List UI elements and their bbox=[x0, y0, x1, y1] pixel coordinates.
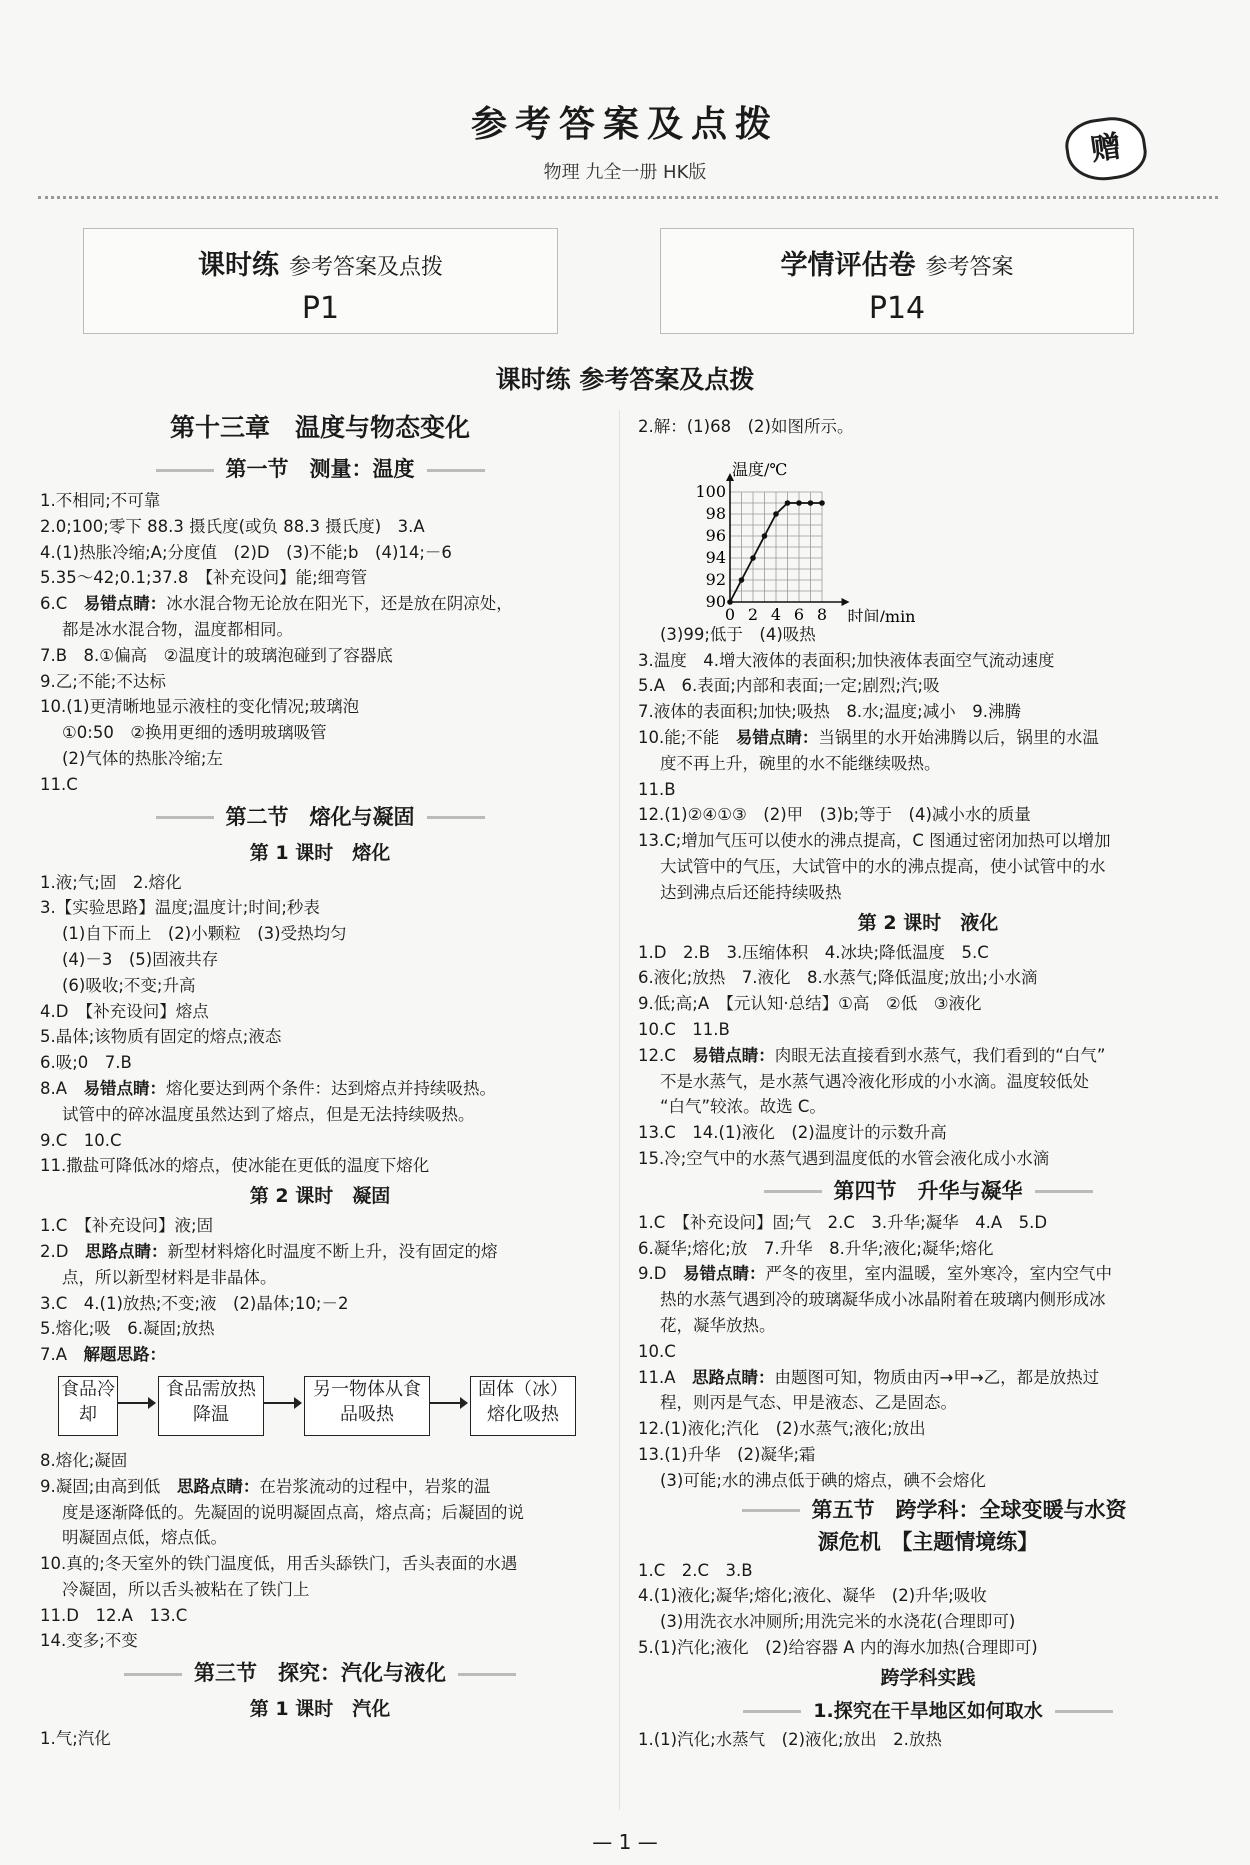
flow-diagram bbox=[40, 1368, 600, 1448]
section-heading: 第二节 熔化与凝固 bbox=[40, 798, 600, 836]
x-tick-label: 6 bbox=[793, 604, 805, 622]
answer-line: 9.C 10.C bbox=[40, 1130, 122, 1150]
answer-line: 14.变多;不变 bbox=[40, 1631, 138, 1651]
answer-line: 5.熔化;吸 6.凝固;放热 bbox=[40, 1319, 215, 1339]
index-box-desc: 参考答案及点拨 bbox=[288, 255, 443, 280]
answer-line: 1.C 【补充设问】固;气 2.C 3.升华;凝华 4.A 5.D bbox=[638, 1212, 1048, 1232]
answer-line: 9.低;高;A 【元认知·总结】①高 ②低 ③液化 bbox=[638, 994, 982, 1014]
answer-line: 都是冰水混合物，温度都相同。 bbox=[62, 619, 293, 639]
answer-line: 9.凝固;由高到低 思路点睛：在岩浆流动的过程中，岩浆的温 bbox=[40, 1476, 491, 1496]
answer-line: 7.B 8.①偏高 ②温度计的玻璃泡碰到了容器底 bbox=[40, 645, 393, 665]
answer-line: 11.撒盐可降低冰的熔点，使冰能在更低的温度下熔化 bbox=[40, 1156, 430, 1176]
answer-line: “白气”较浓。故选 C。 bbox=[660, 1097, 826, 1117]
answer-line: 6.C 易错点睛：冰水混合物无论放在阳光下，还是放在阴凉处， bbox=[40, 594, 513, 614]
answer-line: 3.温度 4.增大液体的表面积;加快液体表面空气流动速度 bbox=[638, 650, 1055, 670]
answer-line: 花，凝华放热。 bbox=[660, 1315, 776, 1335]
answer-line: 5.35～42;0.1;37.8 【补充设问】能;细弯管 bbox=[40, 568, 368, 588]
answer-line: 度不再上升，碗里的水不能继续吸热。 bbox=[660, 753, 941, 773]
answer-line: 13.C;增加气压可以使水的沸点提高，C 图通过密闭加热可以增加 bbox=[638, 831, 1111, 851]
answer-line: 1.不相同;不可靠 bbox=[40, 491, 161, 510]
answer-line: 度是逐渐降低的。先凝固的说明凝固点高，熔点高；后凝固的说 bbox=[62, 1502, 524, 1522]
answer-line: 11.A 思路点睛：由题图可知，物质由丙→甲→乙，都是放热过 bbox=[638, 1367, 1100, 1387]
tip-label: 易错点睛： bbox=[83, 1078, 167, 1098]
answer-line: 7.A 解题思路： bbox=[40, 1345, 167, 1365]
x-axis-label: 时间/min bbox=[847, 606, 916, 622]
x-axis-arrow bbox=[842, 598, 850, 606]
answer-line: 2.解：(1)68 (2)如图所示。 bbox=[638, 417, 854, 436]
answer-line: (2)气体的热胀冷缩;左 bbox=[62, 748, 223, 768]
x-tick-label: 8 bbox=[816, 604, 828, 622]
answer-line: 2.0;100;零下 88.3 摄氏度(或负 88.3 摄氏度) 3.A bbox=[40, 516, 425, 536]
section-heading-cont: 源危机 【主题情境练】 bbox=[817, 1529, 1039, 1554]
chapter-heading: 第十三章 温度与物态变化 bbox=[169, 413, 470, 442]
x-tick-label: 0 bbox=[724, 604, 736, 622]
section-heading: 第五节 跨学科：全球变暖与水资 bbox=[638, 1494, 1218, 1526]
data-point bbox=[808, 500, 814, 506]
right-column bbox=[638, 414, 1218, 1752]
gift-badge: 赠 bbox=[1062, 113, 1150, 186]
answer-line: 3.【实验思路】温度;温度计;时间;秒表 bbox=[40, 898, 320, 918]
answer-line: 6.凝华;熔化;放 7.升华 8.升华;液化;凝华;熔化 bbox=[638, 1238, 994, 1258]
answer-line: 11.D 12.A 13.C bbox=[40, 1605, 188, 1625]
lesson-heading: 第 2 课时 凝固 bbox=[249, 1185, 391, 1208]
answer-line: 冷凝固，所以舌头被粘在了铁门上 bbox=[62, 1579, 310, 1599]
data-point bbox=[750, 555, 756, 561]
answer-line: (4)－3 (5)固液共存 bbox=[62, 949, 219, 969]
answer-line: 13.C 14.(1)液化 (2)温度计的示数升高 bbox=[638, 1123, 947, 1143]
tip-label: 解题思路： bbox=[83, 1345, 167, 1365]
lesson-heading: 第 1 课时 汽化 bbox=[249, 1698, 391, 1721]
answer-line: 试管中的碎冰温度虽然达到了熔点，但是无法持续吸热。 bbox=[62, 1104, 475, 1124]
tip-label: 易错点睛： bbox=[735, 727, 819, 747]
y-tick-label: 94 bbox=[705, 547, 726, 567]
data-point bbox=[739, 577, 745, 583]
x-tick-label: 4 bbox=[770, 604, 782, 622]
header-divider bbox=[38, 196, 1218, 199]
answer-line: 10.(1)更清晰地显示液柱的变化情况;玻璃泡 bbox=[40, 697, 360, 717]
answer-line: 2.D 思路点睛：新型材料熔化时温度不断上升，没有固定的熔 bbox=[40, 1241, 498, 1261]
y-axis-label: 温度/℃ bbox=[732, 459, 788, 479]
flow-step: 固体（冰）熔化吸热 bbox=[470, 1376, 576, 1436]
section-heading: 第一节 测量：温度 bbox=[40, 450, 600, 488]
tip-label: 思路点睛： bbox=[84, 1241, 168, 1261]
flow-arrow bbox=[430, 1402, 466, 1404]
answer-line: 6.吸;0 7.B bbox=[40, 1053, 132, 1073]
index-box-lesson bbox=[83, 228, 558, 334]
flow-step: 食品冷却 bbox=[58, 1376, 118, 1436]
page-header-subtitle: 物理 九全一册 HK版 bbox=[543, 162, 707, 183]
answer-line: 12.C 易错点睛：肉眼无法直接看到水蒸气，我们看到的“白气” bbox=[638, 1045, 1106, 1065]
flow-arrow bbox=[264, 1402, 300, 1404]
answer-line: 10.真的;冬天室外的铁门温度低，用舌头舔铁门，舌头表面的水遇 bbox=[40, 1554, 518, 1574]
data-point bbox=[785, 500, 791, 506]
lesson-heading: 第 1 课时 熔化 bbox=[249, 841, 391, 864]
answer-line: 9.乙;不能;不达标 bbox=[40, 671, 166, 691]
answer-line: (3)用洗衣水冲厕所;用洗完米的水浇花(合理即可) bbox=[660, 1612, 1016, 1632]
answer-line: 1.气;汽化 bbox=[40, 1729, 111, 1749]
answer-line: 1.(1)汽化;水蒸气 (2)液化;放出 2.放热 bbox=[638, 1729, 942, 1749]
flow-arrow bbox=[118, 1402, 154, 1404]
answer-line: 明凝固点低，熔点低。 bbox=[62, 1528, 227, 1548]
answer-line: 点，所以新型材料是非晶体。 bbox=[62, 1267, 277, 1287]
answer-line: 达到沸点后还能持续吸热 bbox=[660, 882, 842, 902]
column-divider bbox=[619, 410, 620, 1810]
index-box-desc: 参考答案 bbox=[925, 255, 1014, 280]
left-column bbox=[40, 406, 600, 1752]
tip-label: 思路点睛： bbox=[692, 1367, 775, 1387]
answer-line: 10.能;不能 易错点睛：当锅里的水开始沸腾以后，锅里的水温 bbox=[638, 727, 1099, 747]
answer-line: 8.熔化;凝固 bbox=[40, 1450, 128, 1470]
answer-line: 4.(1)热胀冷缩;A;分度值 (2)D (3)不能;b (4)14;－6 bbox=[40, 542, 452, 562]
y-tick-label: 96 bbox=[705, 525, 726, 545]
answer-line: 4.D 【补充设问】熔点 bbox=[40, 1001, 209, 1021]
x-tick-label: 2 bbox=[747, 604, 759, 622]
flow-step: 食品需放热降温 bbox=[158, 1376, 264, 1436]
answer-line: 6.液化;放热 7.液化 8.水蒸气;降低温度;放出;小水滴 bbox=[638, 968, 1038, 988]
flow-step: 另一物体从食品吸热 bbox=[304, 1376, 430, 1436]
answer-line: 11.B bbox=[638, 779, 676, 799]
temperature-chart bbox=[638, 440, 1218, 622]
section-title: 课时练 参考答案及点拨 bbox=[495, 365, 755, 394]
answer-line: 大试管中的气压，大试管中的水的沸点提高，使小试管中的水 bbox=[660, 856, 1106, 876]
answer-line: 1.C 【补充设问】液;固 bbox=[40, 1216, 214, 1236]
answer-line: 7.液体的表面积;加快;吸热 8.水;温度;减小 9.沸腾 bbox=[638, 702, 1021, 722]
y-tick-label: 90 bbox=[705, 591, 726, 611]
section-heading: 第四节 升华与凝华 bbox=[638, 1172, 1218, 1210]
index-box-exam bbox=[660, 228, 1134, 334]
data-point bbox=[773, 511, 779, 517]
page-header-title: 参考答案及点拨 bbox=[470, 104, 779, 145]
tip-label: 易错点睛： bbox=[83, 594, 167, 614]
index-box-title: 课时练 bbox=[197, 250, 279, 281]
tip-label: 易错点睛： bbox=[682, 1264, 766, 1284]
answer-line: 3.C 4.(1)放热;不变;液 (2)晶体;10;－2 bbox=[40, 1293, 349, 1313]
section-heading: 第三节 探究：汽化与液化 bbox=[40, 1654, 600, 1692]
data-point bbox=[762, 533, 768, 539]
answer-line: 10.C 11.B bbox=[638, 1019, 730, 1039]
page-number: — 1 — bbox=[592, 1830, 658, 1854]
answer-line: 9.D 易错点睛：严冬的夜里，室内温暖，室外寒冷，室内空气中 bbox=[638, 1264, 1112, 1284]
answer-line: 1.D 2.B 3.压缩体积 4.冰块;降低温度 5.C bbox=[638, 942, 989, 962]
y-tick-label: 98 bbox=[705, 503, 726, 523]
lesson-heading: 第 2 课时 液化 bbox=[857, 911, 999, 934]
answer-line: 程，则丙是气态、甲是液态、乙是固态。 bbox=[660, 1393, 957, 1413]
data-point bbox=[796, 500, 802, 506]
answer-line: 5.A 6.表面;内部和表面;一定;剧烈;汽;吸 bbox=[638, 676, 940, 696]
answer-line: 1.液;气;固 2.熔化 bbox=[40, 872, 182, 892]
answer-line: (3)99;低于 (4)吸热 bbox=[660, 624, 816, 644]
temperature-chart-svg bbox=[638, 440, 938, 622]
index-box-title: 学情评估卷 bbox=[780, 250, 916, 281]
practice-heading: 跨学科实践 bbox=[880, 1666, 976, 1689]
answer-line: 热的水蒸气遇到冷的玻璃凝华成小冰晶附着在玻璃内侧形成冰 bbox=[660, 1290, 1106, 1310]
answer-line: 13.(1)升华 (2)凝华;霜 bbox=[638, 1444, 816, 1464]
tip-label: 易错点睛： bbox=[692, 1045, 775, 1065]
answer-line: 12.(1)液化;汽化 (2)水蒸气;液化;放出 bbox=[638, 1419, 926, 1439]
answer-line: 不是水蒸气，是水蒸气遇冷液化形成的小水滴。温度较低处 bbox=[660, 1071, 1089, 1091]
answer-line: 5.晶体;该物质有固定的熔点;液态 bbox=[40, 1027, 282, 1047]
index-box-page: P14 bbox=[868, 291, 926, 326]
answer-line: 5.(1)汽化;液化 (2)给容器 A 内的海水加热(合理即可) bbox=[638, 1637, 1038, 1657]
tip-label: 思路点睛： bbox=[176, 1476, 260, 1496]
data-point bbox=[819, 500, 825, 506]
answer-line: (6)吸收;不变;升高 bbox=[62, 975, 196, 995]
answer-line: 15.冷;空气中的水蒸气遇到温度低的水管会液化成小水滴 bbox=[638, 1148, 1050, 1168]
index-box-page: P1 bbox=[301, 291, 340, 326]
answer-line: 1.C 2.C 3.B bbox=[638, 1560, 753, 1580]
answer-line: (1)自下而上 (2)小颗粒 (3)受热均匀 bbox=[62, 924, 347, 944]
y-tick-label: 92 bbox=[705, 569, 726, 589]
data-point bbox=[727, 599, 733, 605]
answer-line: 10.C bbox=[638, 1341, 676, 1361]
answer-line: 12.(1)②④①③ (2)甲 (3)b;等于 (4)减小水的质量 bbox=[638, 805, 1031, 825]
answer-line: ①0:50 ②换用更细的透明玻璃吸管 bbox=[62, 723, 327, 743]
answer-line: 4.(1)液化;凝华;熔化;液化、凝华 (2)升华;吸收 bbox=[638, 1586, 987, 1606]
answer-line: (3)可能;水的沸点低于碘的熔点，碘不会熔化 bbox=[660, 1470, 986, 1490]
section-heading: 1.探究在干旱地区如何取水 bbox=[638, 1695, 1218, 1727]
answer-line: 11.C bbox=[40, 774, 78, 794]
answer-line: 8.A 易错点睛：熔化要达到两个条件：达到熔点并持续吸热。 bbox=[40, 1078, 497, 1098]
y-tick-label: 100 bbox=[695, 481, 726, 501]
